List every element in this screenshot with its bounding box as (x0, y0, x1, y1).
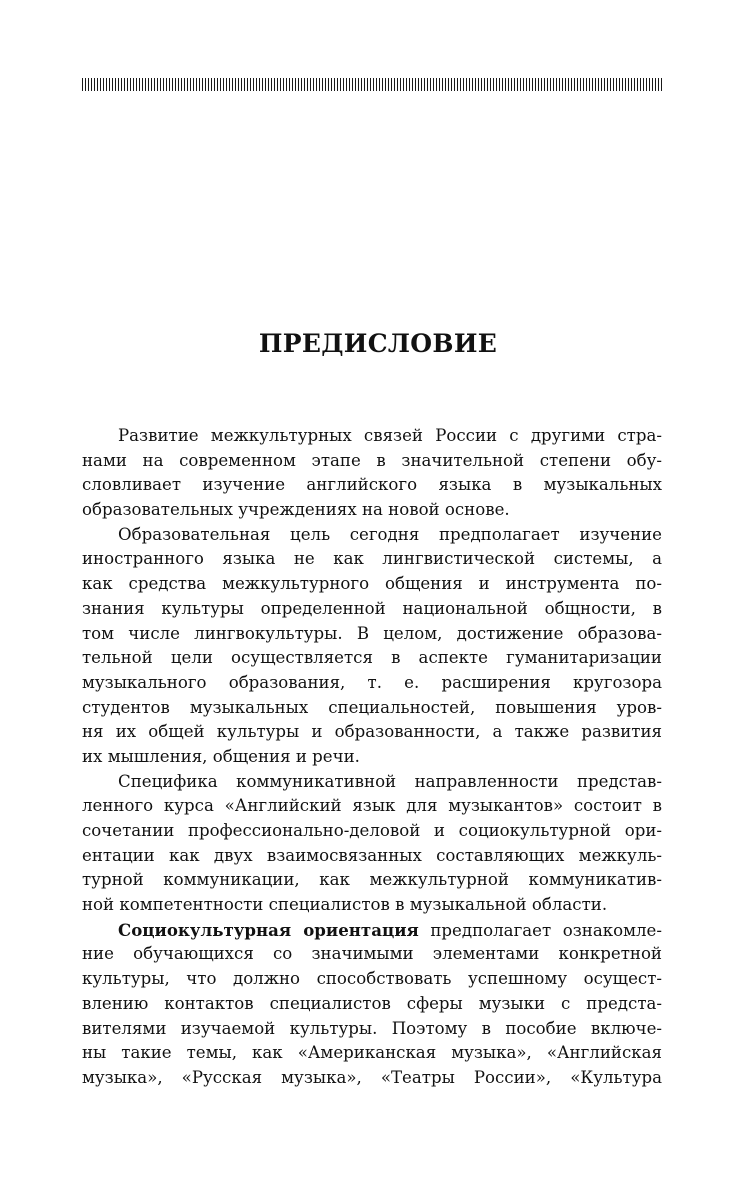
text-line: ние обучающихся со значимыми элементами конкретной (82, 944, 662, 964)
decorative-top-rule (82, 78, 662, 91)
text-line: музыкального образования, т. е. расширения кругозора (82, 672, 662, 692)
text-line: вителями изучаемой культуры. Поэтому в пособие включе- (82, 1018, 662, 1038)
text-line: студентов музыкальных специальностей, повышения уров- (82, 697, 662, 717)
text-line: ентации как двух взаимосвязанных составляющих межкуль- (82, 845, 662, 865)
text-line: музыка», «Русская музыка», «Театры России», «Культура (82, 1067, 662, 1087)
paragraph (82, 918, 662, 1091)
text-line: Развитие межкультурных связей России с другими стра- (118, 426, 662, 445)
bold-term: Социокультурная ориентация (118, 919, 419, 940)
text-line: ленного курса «Английский язык для музыкантов» состоит в (82, 796, 662, 816)
text-line (82, 918, 662, 943)
text-line: образовательных учреждениях на новой основе. (82, 500, 510, 520)
text-line: ной компетентности специалистов в музыкальной области. (82, 895, 608, 915)
text-line: их мышления, общения и речи. (82, 746, 360, 766)
text-line: тельной цели осуществляется в аспекте гуманитаризации (82, 648, 662, 668)
text-line: как средства межкультурного общения и инструмента по- (82, 574, 662, 594)
text-line: ны такие темы, как «Американская музыка», «Английская (82, 1043, 662, 1063)
page-title: ПРЕДИСЛОВИЕ (258, 329, 498, 358)
paragraph (82, 770, 662, 918)
text-line: нами на современном этапе в значительной степени обу- (82, 450, 662, 470)
text-line: культуры, что должно способствовать успешному осущест- (82, 969, 662, 989)
text-line: знания культуры определенной национальной общности, в (82, 598, 662, 618)
text-line: турной коммуникации, как межкультурной коммуникатив- (82, 870, 662, 890)
text-line: Образовательная цель сегодня предполагает изучение (118, 524, 662, 544)
text-fragment: предполагает ознакомле- (418, 920, 662, 940)
text-line: том числе лингвокультуры. В целом, достижение образова- (82, 623, 662, 643)
text-line: сочетании профессионально-деловой и социокультурной ори- (82, 821, 662, 840)
text-line: словливает изучение английского языка в музыкальных (82, 475, 662, 495)
text-line: ня их общей культуры и образованности, а также развития (82, 722, 662, 742)
preface-body (82, 424, 662, 1091)
paragraph (82, 523, 662, 770)
text-line: Специфика коммуникативной направленности представ- (118, 771, 662, 791)
text-line: иностранного языка не как лингвистической системы, а (82, 549, 662, 569)
text-line: влению контактов специалистов сферы музыки с предста- (82, 993, 662, 1013)
paragraph (82, 424, 662, 523)
